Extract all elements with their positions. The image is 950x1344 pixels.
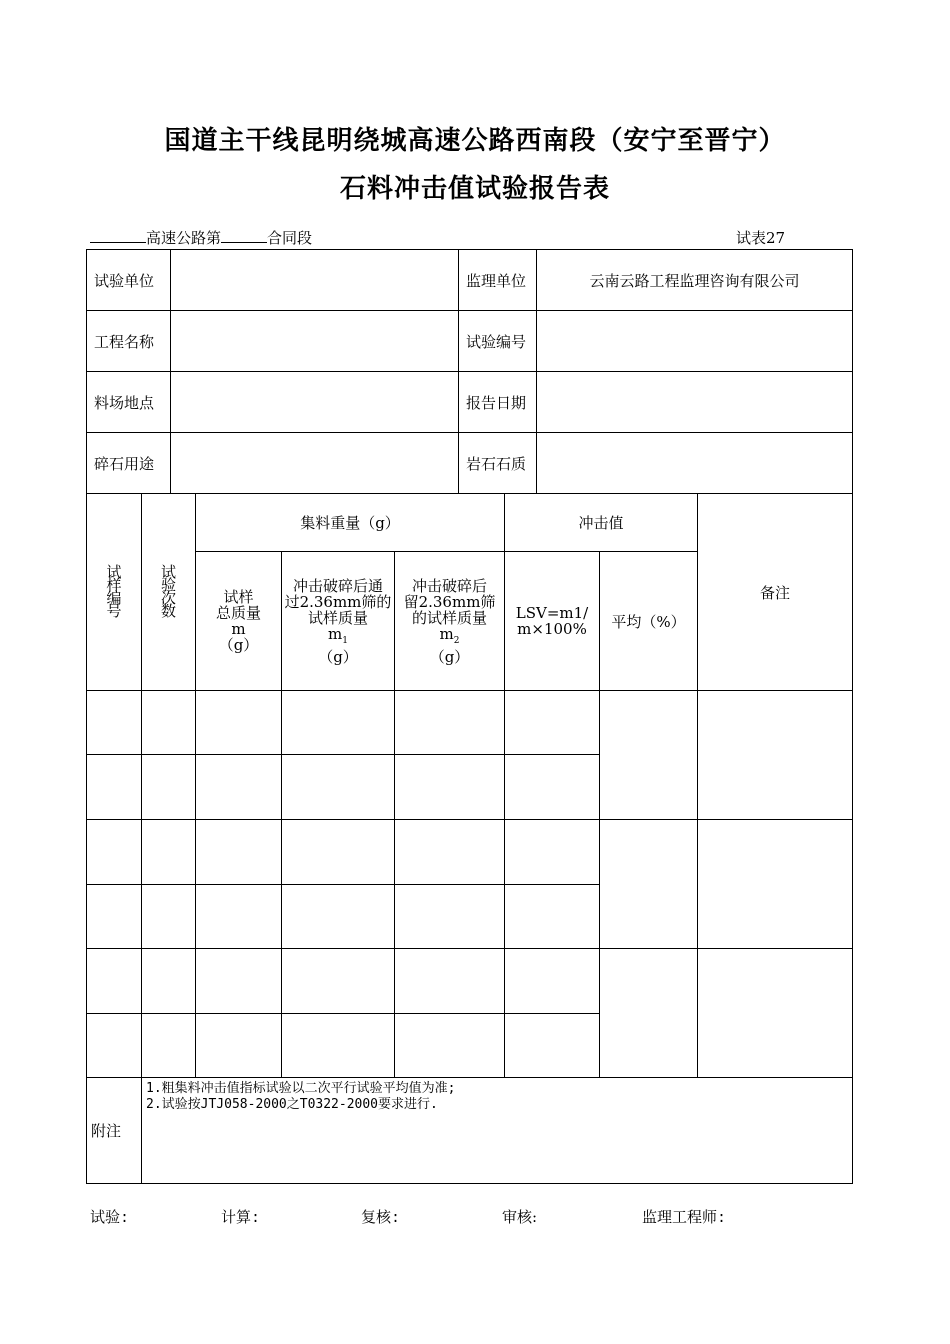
cell[interactable] bbox=[505, 820, 600, 885]
project-name-label: 工程名称 bbox=[87, 311, 171, 372]
test-unit-label: 试验单位 bbox=[87, 250, 171, 311]
notes-text bbox=[142, 1078, 853, 1184]
signature-supervisor: 监理工程师: bbox=[642, 1210, 727, 1227]
cell[interactable] bbox=[282, 1014, 395, 1078]
cell[interactable] bbox=[142, 755, 196, 820]
cell[interactable] bbox=[87, 691, 142, 755]
cell[interactable] bbox=[282, 949, 395, 1014]
highway-blank[interactable] bbox=[90, 228, 146, 243]
average-cell[interactable] bbox=[600, 691, 698, 820]
cell[interactable] bbox=[87, 1014, 142, 1078]
cell[interactable] bbox=[142, 885, 196, 949]
cell[interactable] bbox=[87, 820, 142, 885]
quarry-label: 料场地点 bbox=[87, 372, 171, 433]
test-number-value[interactable] bbox=[537, 311, 853, 372]
cell[interactable] bbox=[395, 1014, 505, 1078]
test-unit-value[interactable] bbox=[171, 250, 459, 311]
notes-label: 附注 bbox=[87, 1078, 142, 1184]
total-mass-header: 试样 总质量 m （g） bbox=[196, 552, 282, 691]
impact-value-header: 冲击值 bbox=[505, 494, 698, 552]
retained-mass-header: 冲击破碎后 留2.36mm筛 的试样质量 $m_2$ （g） bbox=[395, 552, 505, 691]
cell[interactable] bbox=[87, 755, 142, 820]
cell[interactable] bbox=[505, 1014, 600, 1078]
highway-label: 高速公路第 bbox=[146, 229, 222, 247]
table-row bbox=[87, 949, 853, 1014]
cell[interactable] bbox=[505, 755, 600, 820]
contract-label: 合同段 bbox=[267, 229, 313, 247]
cell[interactable] bbox=[196, 885, 282, 949]
cell[interactable] bbox=[142, 1014, 196, 1078]
impact-data-table bbox=[86, 493, 853, 1184]
average-header: 平均（%） bbox=[600, 552, 698, 691]
cell[interactable] bbox=[395, 691, 505, 755]
cell[interactable] bbox=[142, 949, 196, 1014]
remarks-cell[interactable] bbox=[698, 949, 853, 1078]
average-cell[interactable] bbox=[600, 820, 698, 949]
remarks-header: 备注 bbox=[698, 494, 853, 691]
cell[interactable] bbox=[87, 949, 142, 1014]
cell[interactable] bbox=[395, 885, 505, 949]
project-name-value[interactable] bbox=[171, 311, 459, 372]
cell[interactable] bbox=[142, 691, 196, 755]
signature-review: 复核: bbox=[361, 1210, 401, 1227]
contract-blank[interactable] bbox=[221, 228, 267, 243]
cell[interactable] bbox=[196, 949, 282, 1014]
supervision-unit-label: 监理单位 bbox=[459, 250, 537, 311]
cell[interactable] bbox=[282, 755, 395, 820]
title-line-1: 国道主干线昆明绕城高速公路西南段（安宁至晋宁） bbox=[164, 126, 786, 156]
cell[interactable] bbox=[395, 820, 505, 885]
notes-row bbox=[87, 1078, 853, 1184]
test-count-header: 试验次数 bbox=[142, 494, 196, 691]
cell[interactable] bbox=[87, 885, 142, 949]
cell[interactable] bbox=[505, 885, 600, 949]
quarry-value[interactable] bbox=[171, 372, 459, 433]
lsv-header: LSV=m1/ m×100% bbox=[505, 552, 600, 691]
cell[interactable] bbox=[196, 1014, 282, 1078]
remarks-cell[interactable] bbox=[698, 691, 853, 820]
contract-line bbox=[90, 227, 312, 248]
cell[interactable] bbox=[196, 820, 282, 885]
cell[interactable] bbox=[142, 820, 196, 885]
signature-audit: 审核: bbox=[502, 1208, 538, 1226]
cell[interactable] bbox=[196, 755, 282, 820]
aggregate-weight-header: 集料重量（g） bbox=[196, 494, 505, 552]
report-date-label: 报告日期 bbox=[459, 372, 537, 433]
rock-type-label: 岩石石质 bbox=[459, 433, 537, 494]
cell[interactable] bbox=[282, 820, 395, 885]
cell[interactable] bbox=[282, 691, 395, 755]
supervision-unit-value[interactable]: 云南云路工程监理咨询有限公司 bbox=[537, 250, 853, 311]
table-row bbox=[87, 820, 853, 885]
cell[interactable] bbox=[505, 691, 600, 755]
form-number: 试表27 bbox=[736, 229, 786, 247]
signature-test: 试验: bbox=[90, 1210, 130, 1227]
gravel-use-label: 碎石用途 bbox=[87, 433, 171, 494]
table-row bbox=[87, 691, 853, 755]
signature-calc: 计算: bbox=[221, 1210, 261, 1227]
note-line-2: 2.试验按JTJ058-2000之T0322-2000要求进行. bbox=[146, 1097, 438, 1112]
cell[interactable] bbox=[395, 949, 505, 1014]
cell[interactable] bbox=[395, 755, 505, 820]
remarks-cell[interactable] bbox=[698, 820, 853, 949]
cell[interactable] bbox=[282, 885, 395, 949]
note-line-1: 1.粗集料冲击值指标试验以二次平行试验平均值为准; bbox=[146, 1081, 456, 1096]
test-number-label: 试验编号 bbox=[459, 311, 537, 372]
cell[interactable] bbox=[196, 691, 282, 755]
report-date-value[interactable] bbox=[537, 372, 853, 433]
rock-type-value[interactable] bbox=[537, 433, 853, 494]
title-line-2: 石料冲击值试验报告表 bbox=[339, 174, 610, 204]
cell[interactable] bbox=[505, 949, 600, 1014]
info-table bbox=[86, 249, 853, 494]
passed-mass-header: 冲击破碎后通 过2.36mm筛的 试样质量 $m_1$ （g） bbox=[282, 552, 395, 691]
sample-no-header: 试样编号 bbox=[87, 494, 142, 691]
gravel-use-value[interactable] bbox=[171, 433, 459, 494]
average-cell[interactable] bbox=[600, 949, 698, 1078]
